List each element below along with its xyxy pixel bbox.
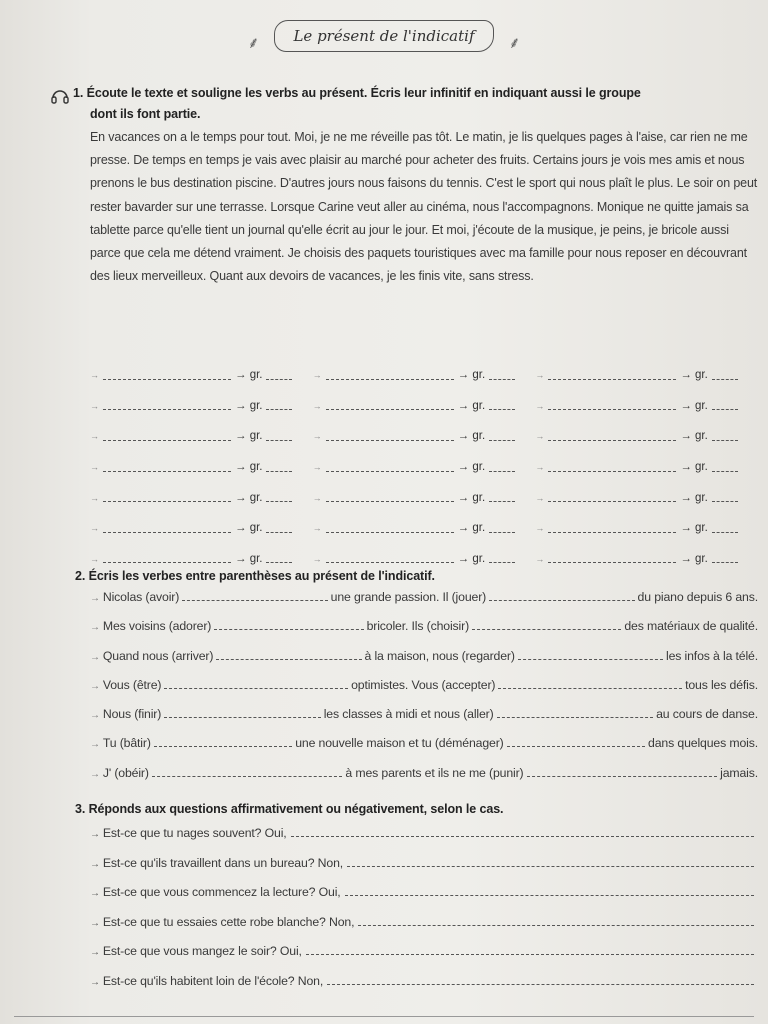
answer-cell	[535, 553, 758, 565]
group-blank[interactable]	[712, 371, 738, 380]
group-blank[interactable]	[266, 493, 292, 502]
exercise-2-row	[90, 619, 758, 648]
group-blank[interactable]	[489, 401, 515, 410]
exercise-2-part-b: bricoler. Ils (choisir)	[366, 619, 470, 634]
exercise-2-part-a: Vous (être)	[102, 677, 162, 692]
answer-blank[interactable]	[345, 887, 754, 896]
group-label: → gr.	[457, 491, 486, 504]
answer-row	[90, 452, 758, 483]
group-label: → gr.	[457, 461, 486, 474]
answer-row	[90, 513, 758, 544]
exercise-2-part-b: à mes parents et ils ne me (punir)	[345, 765, 524, 780]
answer-blank[interactable]	[358, 917, 754, 926]
verb-blank-2[interactable]	[497, 709, 654, 718]
exercise-2-part-a: Nous (finir)	[102, 707, 162, 722]
exercise-2-part-a: Tu (bâtir)	[102, 736, 151, 751]
infinitive-blank[interactable]	[326, 371, 454, 380]
infinitive-blank[interactable]	[326, 432, 454, 441]
group-label: → gr.	[235, 491, 263, 504]
question-text: Est-ce qu'ils travaillent dans un bureau? Non,	[102, 855, 344, 870]
exercise-2-row	[90, 736, 758, 765]
exercise-2-part-a: Quand nous (arriver)	[102, 648, 214, 663]
answer-cell	[313, 461, 536, 473]
exercise-3-row	[90, 974, 754, 1004]
infinitive-blank[interactable]	[548, 493, 676, 502]
answer-row	[90, 360, 758, 391]
group-label: → gr.	[235, 461, 263, 474]
group-blank[interactable]	[712, 463, 738, 472]
group-blank[interactable]	[266, 463, 292, 472]
group-label: → gr.	[680, 430, 708, 443]
verb-blank-2[interactable]	[489, 592, 634, 601]
verb-blank-1[interactable]	[164, 680, 348, 689]
exercise-2-part-a: Mes voisins (adorer)	[102, 619, 212, 634]
arrow-icon: →	[535, 400, 545, 411]
exercise-2-part-c: au cours de danse.	[656, 707, 759, 722]
infinitive-blank[interactable]	[103, 493, 231, 502]
exercise-2-heading: 2. Écris les verbes entre parenthèses au présent de l'indicatif.	[75, 569, 435, 583]
answer-cell	[90, 492, 313, 504]
arrow-icon: →	[535, 370, 545, 381]
group-blank[interactable]	[266, 554, 292, 563]
exercise-1-number: 1.	[73, 86, 84, 100]
verb-blank-1[interactable]	[154, 738, 292, 747]
exercise-1-heading-line1: Écoute le texte et souligne les verbs au présent. Écris leur infinitif en indiquant aussi le groupe	[86, 86, 641, 100]
answer-cell	[90, 430, 313, 442]
answer-cell	[535, 369, 758, 381]
arrow-icon: →	[90, 888, 100, 900]
infinitive-blank[interactable]	[326, 524, 454, 533]
infinitive-blank[interactable]	[103, 554, 231, 563]
exercise-1-heading	[73, 86, 641, 100]
group-label: → gr.	[680, 399, 708, 412]
exercise-3-row	[90, 885, 754, 915]
question-text: Est-ce que vous mangez le soir? Oui,	[102, 944, 302, 959]
arrow-icon: →	[90, 858, 100, 870]
arrow-icon: →	[535, 492, 545, 503]
arrow-icon: →	[90, 651, 100, 663]
page-title	[247, 20, 521, 52]
answer-blank[interactable]	[306, 946, 754, 955]
group-label: → gr.	[680, 552, 708, 565]
exercise-2-row	[90, 678, 758, 707]
arrow-icon: →	[535, 523, 545, 534]
exercise-2-part-c: du piano depuis 6 ans.	[637, 590, 758, 604]
answer-cell	[90, 461, 313, 473]
group-blank[interactable]	[489, 432, 515, 441]
exercise-2-part-c: dans quelques mois.	[648, 736, 758, 751]
arrow-icon: →	[312, 553, 322, 564]
infinitive-blank[interactable]	[326, 463, 454, 472]
infinitive-blank[interactable]	[548, 463, 676, 472]
headphones-icon[interactable]	[50, 86, 70, 106]
group-blank[interactable]	[712, 524, 738, 533]
exercise-2-part-b: à la maison, nous (regarder)	[364, 648, 515, 663]
exercise-2-part-c: des matériaux de qualité.	[624, 619, 758, 634]
group-label: → gr.	[680, 369, 708, 382]
arrow-icon: →	[312, 370, 322, 381]
answer-cell	[90, 400, 313, 412]
arrow-icon: →	[312, 492, 322, 503]
exercise-2-list	[90, 590, 758, 795]
infinitive-blank[interactable]	[326, 554, 454, 563]
answer-grid	[90, 360, 758, 574]
infinitive-blank[interactable]	[548, 524, 676, 533]
answer-cell	[313, 430, 536, 442]
arrow-icon: →	[90, 739, 100, 751]
arrow-icon: →	[535, 553, 545, 564]
answer-cell	[313, 369, 536, 381]
group-blank[interactable]	[712, 493, 738, 502]
arrow-icon: →	[90, 680, 100, 692]
arrow-icon: →	[312, 462, 322, 473]
answer-cell	[313, 553, 536, 565]
exercise-2-row	[90, 649, 758, 678]
arrow-icon: →	[312, 523, 322, 534]
exercise-1-text: En vacances on a le temps pour tout. Moi, je ne me réveille pas tôt. Le matin, je lis quelques pages à l'aise, car rien ne me presse. De temps en temps je vais avec plaisir au marché pour acheter des fruits. Certains jours je vois mes amis et nous prenons le bus destination piscine. D'autres jours nous faisons du tennis. C'est le sport qui nous plaît le plus. Le soir on peut rester bavarder sur une terrasse. Lorsque Carine veut aller au cinéma, nous l'accompagnons. Monique ne quitte jamais sa tablette parce qu'elle tient un journal qu'elle écrit au jour le jour. Et moi, j'écoute de la musique, je peins, je bricole aussi parce que cela me détend vraiment. Je choisis des paquets touristiques avec ma famille pour nous reposer en découvrant des lieux merveilleux. Quant aux devoirs de vacances, je les finis vite, sans stress.	[90, 130, 758, 284]
arrow-icon: →	[90, 370, 99, 381]
arrow-icon: →	[535, 462, 545, 473]
group-label: → gr.	[457, 522, 486, 535]
exercise-2-row	[90, 590, 758, 619]
verb-blank-1[interactable]	[216, 651, 361, 660]
exercise-3-heading: 3. Réponds aux questions affirmativement ou négativement, selon le cas.	[75, 802, 504, 816]
question-text: Est-ce que tu essaies cette robe blanche? Non,	[102, 914, 355, 929]
verb-blank-2[interactable]	[498, 680, 682, 689]
group-label: → gr.	[235, 522, 263, 535]
group-label: → gr.	[457, 552, 486, 565]
arrow-icon: →	[90, 947, 100, 959]
exercise-3-row	[90, 915, 754, 945]
verb-blank-2[interactable]	[518, 651, 663, 660]
group-label: → gr.	[457, 369, 486, 382]
exercise-2-part-c: tous les défis.	[685, 677, 758, 692]
group-label: → gr.	[235, 430, 263, 443]
verb-blank-2[interactable]	[527, 768, 718, 777]
answer-cell	[535, 461, 758, 473]
group-blank[interactable]	[489, 463, 515, 472]
group-blank[interactable]	[489, 371, 515, 380]
answer-row	[90, 391, 758, 422]
verb-blank-1[interactable]	[152, 768, 343, 777]
answer-cell	[90, 369, 313, 381]
exercise-3-row	[90, 826, 754, 856]
answer-cell	[535, 400, 758, 412]
arrow-icon: →	[90, 768, 100, 780]
answer-blank[interactable]	[347, 858, 754, 867]
verb-blank-1[interactable]	[164, 709, 321, 718]
arrow-icon: →	[90, 710, 100, 722]
exercise-3-row	[90, 944, 754, 974]
exercise-2-part-b: une grande passion. Il (jouer)	[330, 590, 487, 604]
infinitive-blank[interactable]	[103, 463, 231, 472]
group-blank[interactable]	[266, 432, 292, 441]
answer-row	[90, 421, 758, 452]
group-label: → gr.	[457, 430, 486, 443]
exercise-3-row	[90, 856, 754, 886]
exercise-2-part-a: J' (obéir)	[102, 765, 149, 780]
infinitive-blank[interactable]	[326, 401, 454, 410]
infinitive-blank[interactable]	[103, 371, 231, 380]
exercise-2-part-c: les infos à la télé.	[666, 648, 759, 663]
answer-cell	[535, 522, 758, 534]
arrow-icon: →	[90, 431, 99, 442]
answer-blank[interactable]	[327, 976, 754, 985]
infinitive-blank[interactable]	[548, 432, 676, 441]
verb-blank-1[interactable]	[182, 592, 327, 601]
infinitive-blank[interactable]	[326, 493, 454, 502]
group-label: → gr.	[457, 399, 486, 412]
arrow-icon: →	[90, 523, 99, 534]
group-label: → gr.	[680, 522, 708, 535]
bottom-divider	[14, 1016, 754, 1017]
verb-blank-2[interactable]	[507, 738, 645, 747]
group-blank[interactable]	[712, 554, 738, 563]
group-blank[interactable]	[489, 554, 515, 563]
arrow-icon: →	[90, 492, 99, 503]
verb-blank-2[interactable]	[472, 621, 621, 630]
answer-cell	[90, 522, 313, 534]
group-blank[interactable]	[266, 524, 292, 533]
exercise-2-part-b: une nouvelle maison et tu (déménager)	[295, 736, 504, 751]
title-flourish-left-icon: ⸙	[247, 33, 260, 52]
arrow-icon: →	[90, 553, 99, 564]
page-title-text: Le présent de l'indicatif	[293, 27, 475, 45]
infinitive-blank[interactable]	[103, 524, 231, 533]
exercise-2-row	[90, 707, 758, 736]
group-blank[interactable]	[712, 432, 738, 441]
exercise-2-part-b: les classes à midi et nous (aller)	[323, 707, 494, 722]
exercise-1-heading-line2: dont ils font partie.	[90, 107, 201, 121]
arrow-icon: →	[90, 976, 100, 988]
group-blank[interactable]	[489, 524, 515, 533]
arrow-icon: →	[90, 462, 99, 473]
exercise-2-part-a: Nicolas (avoir)	[102, 590, 180, 604]
group-blank[interactable]	[266, 371, 292, 380]
infinitive-blank[interactable]	[548, 371, 676, 380]
infinitive-blank[interactable]	[548, 401, 676, 410]
group-label: → gr.	[235, 369, 263, 382]
answer-cell	[313, 492, 536, 504]
group-blank[interactable]	[489, 493, 515, 502]
infinitive-blank[interactable]	[103, 401, 231, 410]
group-blank[interactable]	[266, 401, 292, 410]
arrow-icon: →	[90, 829, 100, 840]
answer-row	[90, 482, 758, 513]
title-area	[0, 20, 768, 52]
arrow-icon: →	[312, 431, 322, 442]
answer-blank[interactable]	[291, 828, 754, 837]
arrow-icon: →	[90, 917, 100, 929]
exercise-2-part-b: optimistes. Vous (accepter)	[351, 677, 496, 692]
infinitive-blank[interactable]	[103, 432, 231, 441]
title-flourish-right-icon: ⸙	[508, 33, 521, 52]
arrow-icon: →	[90, 593, 100, 604]
answer-cell	[313, 522, 536, 534]
arrow-icon: →	[90, 400, 99, 411]
arrow-icon: →	[312, 400, 322, 411]
question-text: Est-ce que tu nages souvent? Oui,	[102, 826, 287, 840]
infinitive-blank[interactable]	[548, 554, 676, 563]
arrow-icon: →	[90, 622, 100, 634]
answer-cell	[313, 400, 536, 412]
group-label: → gr.	[680, 461, 708, 474]
group-label: → gr.	[680, 491, 708, 504]
exercise-2-row	[90, 766, 758, 795]
question-text: Est-ce qu'ils habitent loin de l'école? Non,	[102, 973, 324, 988]
arrow-icon: →	[535, 431, 545, 442]
answer-cell	[535, 430, 758, 442]
answer-cell	[90, 553, 313, 565]
verb-blank-1[interactable]	[214, 621, 363, 630]
question-text: Est-ce que vous commencez la lecture? Oui,	[102, 885, 341, 900]
group-label: → gr.	[235, 552, 263, 565]
answer-cell	[535, 492, 758, 504]
group-blank[interactable]	[712, 401, 738, 410]
group-label: → gr.	[235, 399, 263, 412]
exercise-2-part-c: jamais.	[720, 765, 759, 780]
exercise-3-list	[90, 826, 754, 1004]
